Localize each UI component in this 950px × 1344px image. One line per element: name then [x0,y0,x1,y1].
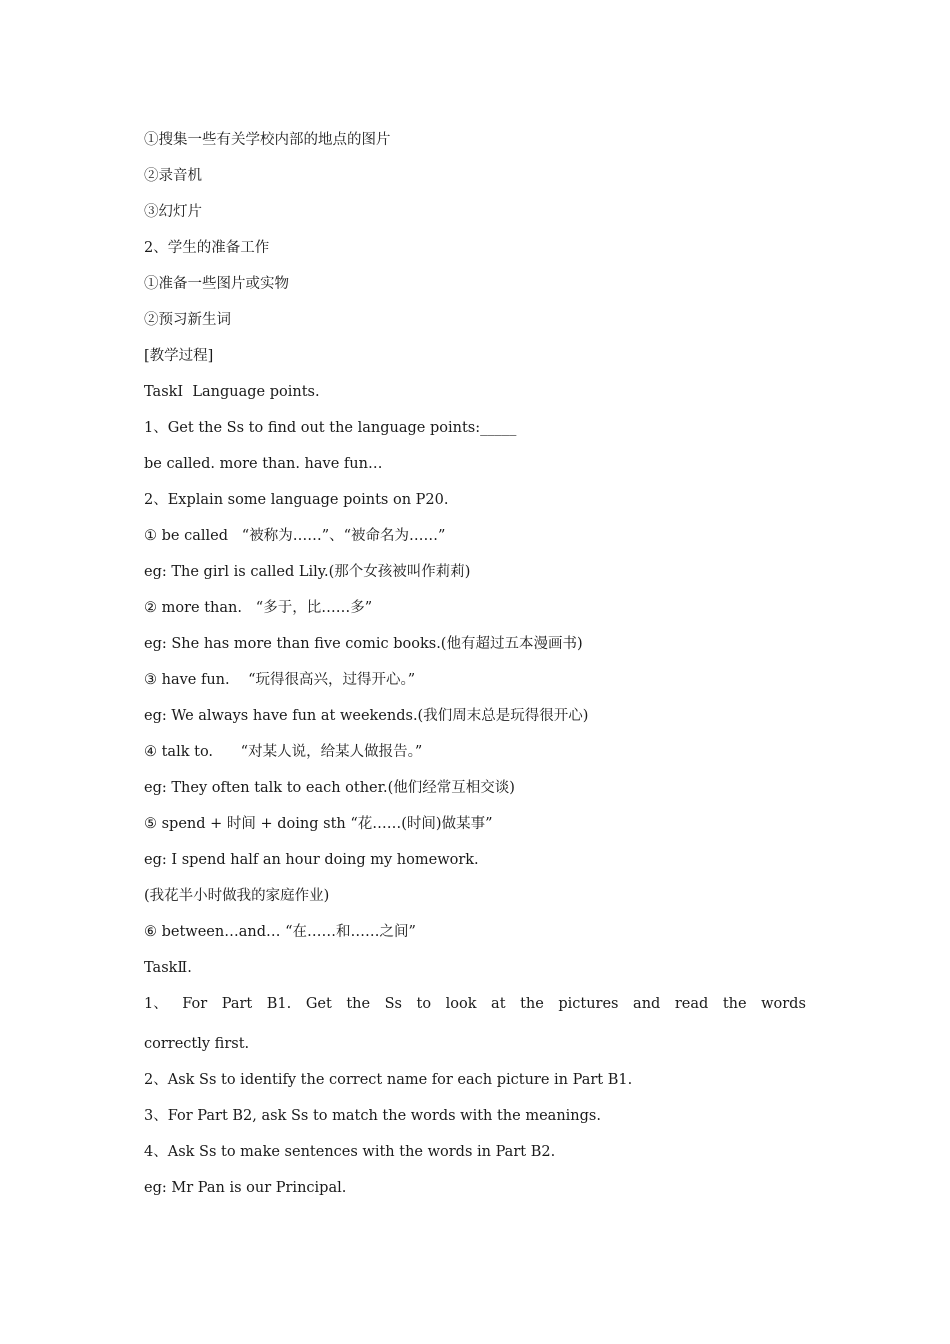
point-have-fun: ③ have fun. “玩得很高兴，过得开心。” [144,672,416,688]
language-points-list: be called. more than. have fun… [144,456,383,472]
task1-step-1: 1、Get the Ss to find out the language points:_____ [144,420,517,436]
task1-heading: TaskⅠ Language points. [144,384,320,400]
point-spend: ⑤ spend + 时间 + doing sth “花……(时间)做某事” [144,816,493,832]
point-between-and: ⑥ between…and… “在……和……之间” [144,924,416,940]
prep-item-1: ①搜集一些有关学校内部的地点的图片 [144,132,391,148]
example-spend: eg: I spend half an hour doing my homework. [144,852,479,868]
task2-step-1-continued: correctly first. [144,1036,250,1052]
student-prep-item-2: ②预习新生词 [144,312,231,328]
example-have-fun: eg: We always have fun at weekends.(我们周末总是玩得很开心) [144,708,589,724]
task2-step-4: 4、Ask Ss to make sentences with the words in Part B2. [144,1144,556,1160]
student-prep-item-1: ①准备一些图片或实物 [144,276,289,292]
prep-item-3: ③幻灯片 [144,204,202,220]
example-more-than: eg: She has more than five comic books.(他有超过五本漫画书) [144,636,583,652]
example-principal: eg: Mr Pan is our Principal. [144,1180,347,1196]
example-be-called: eg: The girl is called Lily.(那个女孩被叫作莉莉) [144,564,471,580]
task2-step-2: 2、Ask Ss to identify the correct name for each picture in Part B1. [144,1072,633,1088]
student-prep-heading: 2、学生的准备工作 [144,240,270,256]
point-talk-to: ④ talk to. “对某人说，给某人做报告。” [144,744,423,760]
teaching-process-heading: [教学过程] [144,348,214,364]
task2-step-1: 1、 For Part B1. Get the Ss to look at the pictures and read the words [144,996,806,1012]
example-spend-translation: (我花半小时做我的家庭作业) [144,888,330,904]
example-talk-to: eg: They often talk to each other.(他们经常互相交谈) [144,780,515,796]
point-be-called: ① be called “被称为……”、“被命名为……” [144,528,446,544]
task2-step-3: 3、For Part B2, ask Ss to match the words with the meanings. [144,1108,601,1124]
document-body [144,122,810,1206]
prep-item-2: ②录音机 [144,168,202,184]
point-more-than: ② more than. “多于，比……多” [144,600,373,616]
task1-step-2: 2、Explain some language points on P20. [144,492,449,508]
task2-heading: TaskⅡ. [144,960,192,976]
